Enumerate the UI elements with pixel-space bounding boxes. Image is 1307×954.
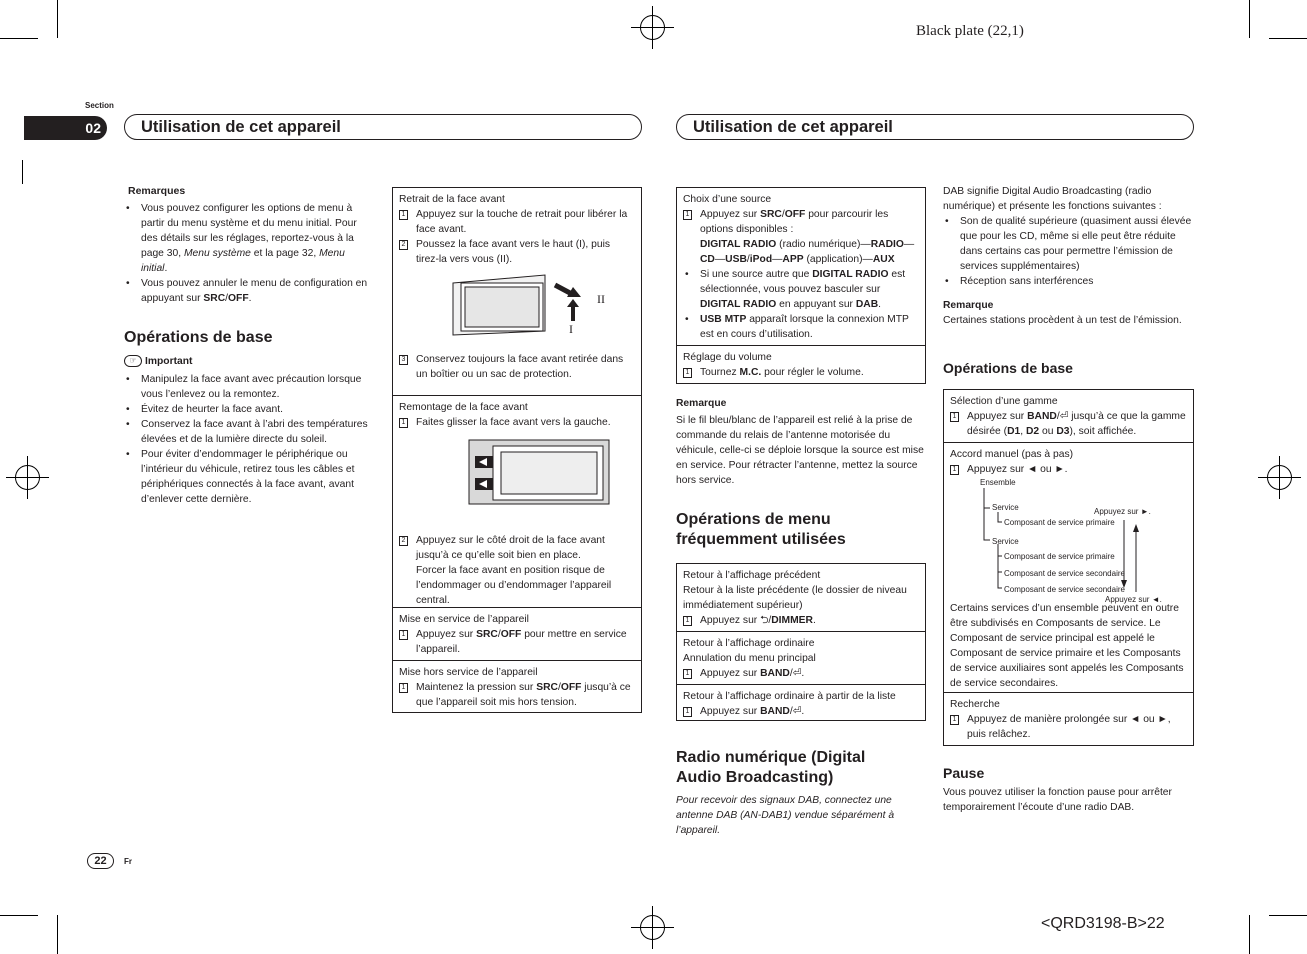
crop-mark xyxy=(57,915,58,954)
dab-title: Radio numérique (Digital Audio Broadcasting) xyxy=(676,749,866,786)
retour-prec-section: Retour à l’affichage précédent Retour à la liste précédente (le dossier de niveau immédiatement supérieur) 1 Appuyez sur ⮌/DIMMER. xyxy=(677,564,925,631)
mise-section: Mise en service de l’appareil 1 Appuyez sur SRC/OFF pour mettre en service l’appareil. xyxy=(393,607,641,660)
band-icon: ⏎ xyxy=(1059,411,1069,422)
retour-liste-step: Appuyez sur BAND/⏎. xyxy=(700,706,805,717)
plate-label: Black plate (22,1) xyxy=(916,23,1024,39)
choix-bullet: • Si une source autre que DIGITAL RADIO est sélectionnée, vous pouvez basculer sur DIGITAL RADIO en appuyant sur DAB. xyxy=(683,267,919,312)
recherche-section: Recherche 1 Appuyez de manière prolongée sur ◄ ou ►, puis relâchez. xyxy=(944,692,1193,746)
component-label: Composant de service primaire xyxy=(1004,552,1115,561)
crop-mark xyxy=(57,0,58,38)
col3-remarque xyxy=(676,396,928,488)
retour-ord-step: Appuyez sur BAND/⏎. xyxy=(700,668,805,679)
crop-mark xyxy=(1249,0,1250,38)
dab-feature: • Son de qualité supérieure (quasiment aussi élevée que pour les CD, même si elle peut être réduite dans certains cas pour permettre l’émission de services supplémentaires) xyxy=(943,214,1195,274)
ensemble-diagram xyxy=(974,476,1184,602)
retrait-title: Retrait de la face avant xyxy=(399,194,505,205)
section-label: Section xyxy=(85,101,114,110)
col4-ops-title: Opérations de base xyxy=(943,360,1073,376)
registration-mark-icon xyxy=(1267,465,1292,490)
remarque-item: • Vous pouvez configurer les options de menu à partir du menu système et du menu initial. Pour des détails sur les réglages, reportez-vous à la page 30, Menu système et la page 32, Menu initial. xyxy=(124,201,372,276)
section-number: 02 xyxy=(24,116,107,140)
prev-label: Appuyez sur ◄. xyxy=(1105,595,1162,604)
menu-ops-title: Opérations de menu fréquemment utilisées xyxy=(676,511,846,548)
remarques-title: Remarques xyxy=(128,185,186,197)
faceplate-removal-figure xyxy=(425,273,615,343)
crop-mark xyxy=(1269,38,1307,39)
important-item: • Manipulez la face avant avec précaution lorsque vous l’enlevez ou la remontez. xyxy=(124,372,372,402)
col4-intro-block xyxy=(943,184,1195,328)
source-box xyxy=(676,187,926,384)
registration-mark-icon xyxy=(640,15,665,40)
important-item: • Conservez la face avant à l’abri des températures élevées et de la lumière directe du soleil. xyxy=(124,417,372,447)
dab-intro-text: DAB signifie Digital Audio Broadcasting (radio numérique) et présente les fonctions suivantes : xyxy=(943,186,1162,212)
retour-ord-sub: Annulation du menu principal xyxy=(683,653,816,664)
remarque-text: Si le fil bleu/blanc de l’appareil est relié à la prise de commande du relais de l’antenne motorisée du véhicule, celle-ci se déploie lorsque la source est mise en service. Pour rétracter l’antenne, mettez la source hors service. xyxy=(676,415,924,486)
choix-bullet: • USB MTP apparaît lorsque la connexion MTP est en cours d’utilisation. xyxy=(683,312,919,342)
crop-mark xyxy=(0,915,38,916)
document-code: <QRD3198-B>22 xyxy=(1041,915,1165,932)
face-avant-box xyxy=(392,187,642,713)
remarque-item: • Vous pouvez annuler le menu de configuration en appuyant sur SRC/OFF. xyxy=(124,276,372,306)
choix-step-1: Appuyez sur SRC/OFF pour parcourir les options disponibles : xyxy=(700,209,889,235)
crop-mark xyxy=(1249,915,1250,954)
accord-title: Accord manuel (pas à pas) xyxy=(950,449,1074,460)
choix-sources: DIGITAL RADIO (radio numérique)—RADIO—CD—USB/iPod—APP (application)—AUX xyxy=(700,239,915,265)
dab-intro: Pour recevoir des signaux DAB, connectez une antenne DAB (AN-DAB1) vendue séparément à l’appareil. xyxy=(676,795,895,836)
retour-prec-step: Appuyez sur ⮌/DIMMER. xyxy=(700,615,816,626)
component-label: Composant de service primaire xyxy=(1004,518,1115,527)
gamme-step: Appuyez sur BAND/⏎ jusqu’à ce que la gamme désirée (D1, D2 ou D3), soit affichée. xyxy=(967,411,1186,437)
hors-title: Mise hors service de l’appareil xyxy=(399,667,538,678)
ensemble-label: Ensemble xyxy=(980,478,1016,487)
volume-section: Réglage du volume 1 Tournez M.C. pour régler le volume. xyxy=(677,345,925,384)
choix-title: Choix d’une source xyxy=(683,194,772,205)
important-item: • Pour éviter d’endommager le périphérique ou l’intérieur du véhicule, retirez tous les câbles et périphériques connectés à la face avant, avant d’enlever cette dernière. xyxy=(124,447,372,507)
recherche-step: Appuyez de manière prolongée sur ◄ ou ►, puis relâchez. xyxy=(967,714,1171,740)
crop-mark xyxy=(22,160,23,184)
important-heading: ☞ Important xyxy=(124,354,372,369)
retrait-section: Retrait de la face avant 1 Appuyez sur la touche de retrait pour libérer la face avant. 2 Poussez la face avant vers le haut (I), puis tirez-la vers vous (II). II I 3 Conservez toujours la face avant retirée dans un boîtier ou un sac de protection. xyxy=(393,188,641,395)
component-label: Composant de service secondaire xyxy=(1004,585,1125,594)
band-icon: ⏎ xyxy=(792,706,802,717)
hors-step-1: Maintenez la pression sur SRC/OFF jusqu’à ce que l’appareil soit mis hors tension. xyxy=(416,682,631,708)
figure-label-1: I xyxy=(569,322,573,336)
registration-mark-icon xyxy=(640,915,665,940)
accord-step: Appuyez sur ◄ ou ►. xyxy=(967,464,1068,475)
menu-ops-box xyxy=(676,563,926,721)
remontage-step-2b: Forcer la face avant en position risque de l’endommager ou d’endommager l’appareil central. xyxy=(416,565,612,606)
figure-label-2: II xyxy=(597,292,605,306)
pause-title: Pause xyxy=(943,765,985,781)
column-1 xyxy=(124,184,372,306)
registration-mark-icon xyxy=(15,465,40,490)
retour-ord-section: Retour à l’affichage ordinaire Annulation du menu principal 1 Appuyez sur BAND/⏎. xyxy=(677,631,925,684)
service-label: Service xyxy=(992,503,1019,512)
crop-mark xyxy=(0,38,38,39)
retrait-step-3: Conservez toujours la face avant retirée dans un boîtier ou un sac de protection. xyxy=(416,354,624,380)
hors-section: Mise hors service de l’appareil 1 Maintenez la pression sur SRC/OFF jusqu’à ce que l’appareil soit mis hors tension. xyxy=(393,660,641,714)
band-icon: ⏎ xyxy=(792,668,802,679)
remontage-section: Remontage de la face avant 1 Faites glisser la face avant vers la gauche. 2 Appuyez sur le côté droit de la face avant jusqu’à ce qu’elle soit bien en place. Forcer la face avant en position risque de l’endommager ou d’endommager l’appareil central. xyxy=(393,395,641,607)
volume-title: Réglage du volume xyxy=(683,352,772,363)
volume-step-1: Tournez M.C. pour régler le volume. xyxy=(700,367,864,378)
gamme-section: Sélection d’une gamme 1 Appuyez sur BAND/⏎ jusqu’à ce que la gamme désirée (D1, D2 ou D3), soit affichée. xyxy=(950,396,1186,437)
back-icon: ⮌ xyxy=(760,615,769,626)
pause-text: Vous pouvez utiliser la fonction pause pour arrêter temporairement l’écoute d’une radio DAB. xyxy=(943,787,1172,813)
retour-prec-title: Retour à l’affichage précédent xyxy=(683,570,821,581)
retour-ord-title: Retour à l’affichage ordinaire xyxy=(683,638,815,649)
dab-feature: • Réception sans interférences xyxy=(943,274,1195,289)
header-title-left: Utilisation de cet appareil xyxy=(124,114,642,140)
next-label: Appuyez sur ►. xyxy=(1094,507,1151,516)
mise-step-1: Appuyez sur SRC/OFF pour mettre en service l’appareil. xyxy=(416,629,627,655)
important-item: • Évitez de heurter la face avant. xyxy=(124,402,372,417)
accord-text: Certains services d’un ensemble peuvent en outre être subdivisés en Composants de service. Le Composant de service principal est appelé le Composant de service primaire et les Composants de service auxiliaires sont appelés les Composants de service secondaires. xyxy=(950,603,1184,689)
choix-section: Choix d’une source 1 Appuyez sur SRC/OFF pour parcourir les options disponibles : DIGITAL RADIO (radio numérique)—RADIO—CD—USB/iPod—APP (application)—AUX • Si une source autre que DIGITAL RADIO est sélectionnée, vous pouvez basculer sur DIGITAL RADIO en appuyant sur DAB. • USB MTP apparaît lorsque la connexion MTP est en cours d’utilisation. xyxy=(677,188,925,345)
dab-ops-box xyxy=(943,389,1194,746)
col4-remarque-title: Remarque xyxy=(943,300,994,311)
retour-liste-title: Retour à l’affichage ordinaire à partir de la liste xyxy=(683,691,896,702)
component-label: Composant de service secondaire xyxy=(1004,569,1125,578)
col4-remarque-text: Certaines stations procèdent à un test de l’émission. xyxy=(943,315,1182,326)
gamme-title: Sélection d’une gamme xyxy=(950,396,1058,407)
retour-prec-sub: Retour à la liste précédente (le dossier de niveau immédiatement supérieur) xyxy=(683,585,907,611)
important-list xyxy=(124,372,372,507)
retrait-step-1: Appuyez sur la touche de retrait pour libérer la face avant. xyxy=(416,209,628,235)
retour-liste-section: Retour à l’affichage ordinaire à partir de la liste 1 Appuyez sur BAND/⏎. xyxy=(677,684,925,723)
recherche-title: Recherche xyxy=(950,699,1000,710)
header-title-right: Utilisation de cet appareil xyxy=(676,114,1194,140)
remarque-title: Remarque xyxy=(676,398,727,409)
ops-base-title: Opérations de base xyxy=(124,329,273,346)
accord-section: Accord manuel (pas à pas) 1 Appuyez sur ◄ ou ►. Ensemble Service Composant de service primaire Service Composant de service primaire Composant de service secondaire Composant de service secondaire Appuyez sur ►. Appuyez sur ◄. Certains services d’un ensemble peuvent en outre être subdivisés en Composants de service. Le Composant de service principal est appelé le Composant de service primaire et les Composants de service auxiliaires sont appelés les Composants de service secondaires. xyxy=(944,442,1193,692)
retrait-step-2: Poussez la face avant vers le haut (I), puis tirez-la vers vous (II). xyxy=(416,239,611,265)
mise-title: Mise en service de l’appareil xyxy=(399,614,529,625)
important-icon: ☞ xyxy=(124,355,142,367)
page-number-badge: 22 xyxy=(87,853,114,869)
remontage-step-1: Faites glisser la face avant vers la gauche. xyxy=(416,417,611,428)
crop-mark xyxy=(1269,915,1307,916)
service-label: Service xyxy=(992,537,1019,546)
remontage-step-2: Appuyez sur le côté droit de la face avant jusqu’à ce qu’elle soit bien en place. xyxy=(416,535,605,561)
page-language: Fr xyxy=(124,857,132,866)
faceplate-attach-figure xyxy=(423,434,623,522)
remontage-title: Remontage de la face avant xyxy=(399,402,528,413)
